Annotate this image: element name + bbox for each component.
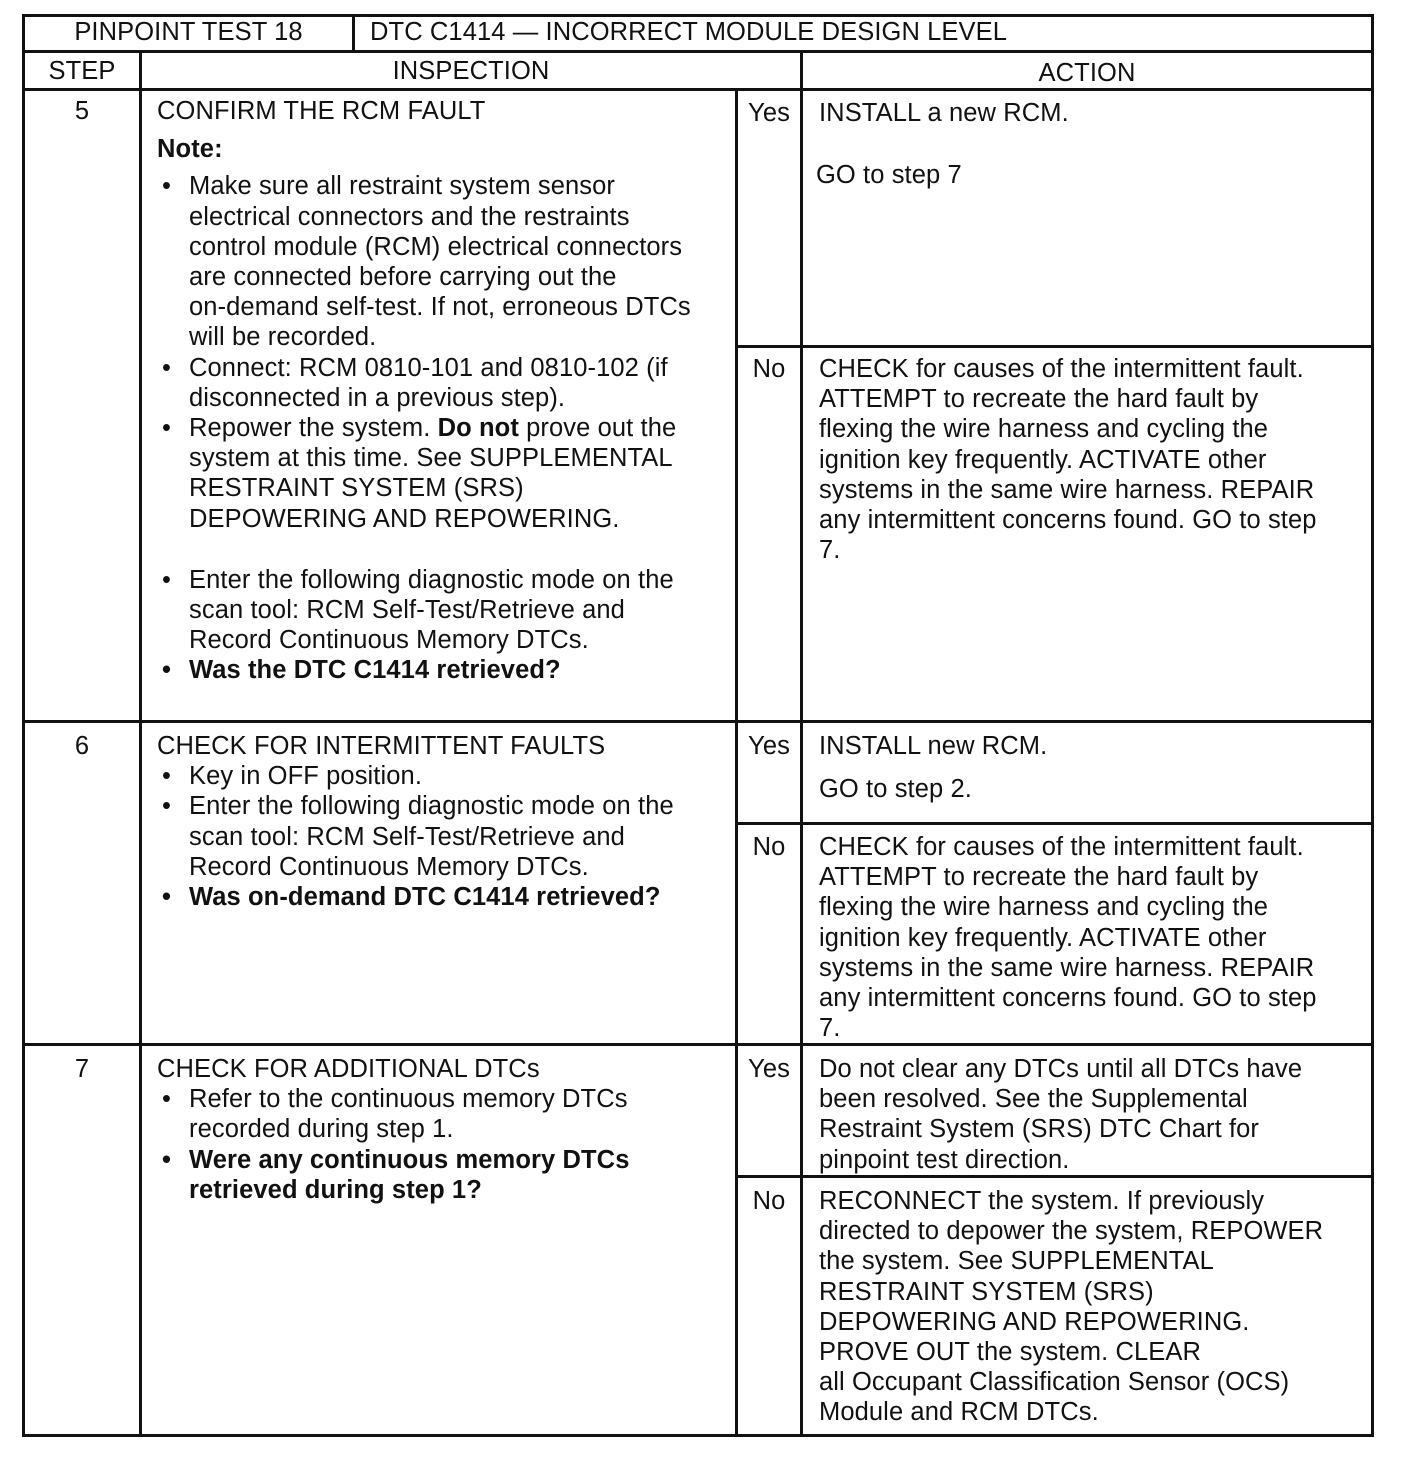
list-item: • Connect: RCM 0810-101 and 0810-102 (if disconnected in a previous step). bbox=[157, 353, 691, 413]
rule-step6-yesno bbox=[735, 822, 1374, 825]
border-bottom bbox=[22, 1434, 1374, 1437]
list-item: • Refer to the continuous memory DTCs recorded during step 1. bbox=[157, 1084, 629, 1144]
step-number: 6 bbox=[74, 732, 90, 760]
list-item: • Enter the following diagnostic mode on the scan tool: RCM Self-Test/Retrieve and Record Continuous Memory DTCs. bbox=[157, 565, 691, 656]
no-action: RECONNECT the system. If previously directed to depower the system, REPOWER the system. See SUPPLEMENTAL RESTRAINT SYSTEM (SRS) DEPOWERING AND REPOWERING. PROVE OUT the system. CLEAR all Occupant Classification Sensor (OCS) Module and RCM DTCs. bbox=[819, 1187, 1324, 1427]
rule-header-split bbox=[352, 14, 355, 53]
no-label: No bbox=[752, 833, 786, 861]
no-action: CHECK for causes of the intermittent fault. ATTEMPT to recreate the hard fault by flexing the wire harness and cycling the ignition key frequently. ACTIVATE other systems in the same wire harness. REPAIR any intermittent concerns found. GO to step 7. bbox=[819, 355, 1317, 565]
question: • Was on-demand DTC C1414 retrieved? bbox=[157, 882, 674, 912]
rule-step-col bbox=[139, 50, 142, 1437]
bullet-list bbox=[157, 1084, 629, 1205]
list-item: • Enter the following diagnostic mode on the scan tool: RCM Self-Test/Retrieve and Record Continuous Memory DTCs. bbox=[157, 791, 674, 882]
question: • Were any continuous memory DTCs retrieved during step 1? bbox=[157, 1145, 629, 1205]
no-action: CHECK for causes of the intermittent fault. ATTEMPT to recreate the hard fault by flexing the wire harness and cycling the ignition key frequently. ACTIVATE other systems in the same wire harness. REPAIR any intermittent concerns found. GO to step 7. bbox=[819, 833, 1317, 1043]
rule-step5-yesno bbox=[735, 345, 1374, 348]
goto-text: GO to step 2. bbox=[819, 775, 972, 804]
column-header-step: STEP bbox=[48, 57, 116, 85]
yes-label: Yes bbox=[748, 1055, 790, 1083]
rule-step7-yesno bbox=[735, 1175, 1374, 1178]
step-number: 7 bbox=[74, 1055, 90, 1083]
bullet-list bbox=[157, 171, 691, 685]
list-item: • Key in OFF position. bbox=[157, 761, 674, 791]
step-inspection bbox=[157, 96, 691, 686]
test-title: DTC C1414 — INCORRECT MODULE DESIGN LEVEL bbox=[370, 18, 1008, 46]
rule-step6 bbox=[22, 720, 1374, 723]
rule-step7 bbox=[22, 1043, 1374, 1046]
step-inspection bbox=[157, 1054, 629, 1205]
no-label: No bbox=[752, 1187, 786, 1215]
list-item: • Repower the system. Do not prove out the system at this time. See SUPPLEMENTAL RESTRAINT SYSTEM (SRS) DEPOWERING AND REPOWERING. bbox=[157, 413, 691, 534]
yes-label: Yes bbox=[748, 732, 790, 760]
rule-inspection-col bbox=[735, 88, 738, 1437]
rule-columns bbox=[22, 88, 1374, 91]
no-label: No bbox=[752, 355, 786, 383]
yes-action: INSTALL a new RCM. GO to step 7 bbox=[816, 99, 1069, 190]
step-title: CHECK FOR INTERMITTENT FAULTS bbox=[157, 732, 606, 760]
list-item: • Make sure all restraint system sensor electrical connectors and the restraints control module (RCM) electrical connectors are connected before carrying out the on-demand self-test. If not, erroneous DTCs will be recorded. bbox=[157, 171, 691, 352]
note-label: Note: bbox=[157, 135, 223, 164]
border-right bbox=[1371, 14, 1374, 1437]
test-label: PINPOINT TEST 18 bbox=[74, 18, 303, 46]
yes-label: Yes bbox=[748, 99, 790, 127]
yes-action: INSTALL new RCM. GO to step 2. bbox=[819, 732, 1048, 804]
rule-header bbox=[22, 50, 1374, 53]
border-left bbox=[22, 14, 25, 1437]
rule-action-col bbox=[800, 50, 803, 1437]
column-header-inspection: INSPECTION bbox=[392, 57, 550, 85]
goto-text: GO to step 7 bbox=[816, 161, 962, 190]
column-header-action: ACTION bbox=[1038, 59, 1136, 87]
step-number: 5 bbox=[74, 97, 90, 125]
step-title: CONFIRM THE RCM FAULT bbox=[157, 97, 486, 125]
step-title: CHECK FOR ADDITIONAL DTCs bbox=[157, 1055, 540, 1083]
yes-action: Do not clear any DTCs until all DTCs have been resolved. See the Supplemental Restraint System (SRS) DTC Chart for pinpoint test direction. bbox=[819, 1055, 1303, 1174]
question: • Was the DTC C1414 retrieved? bbox=[157, 655, 691, 685]
bullet-list bbox=[157, 761, 674, 912]
step-inspection bbox=[157, 731, 674, 912]
